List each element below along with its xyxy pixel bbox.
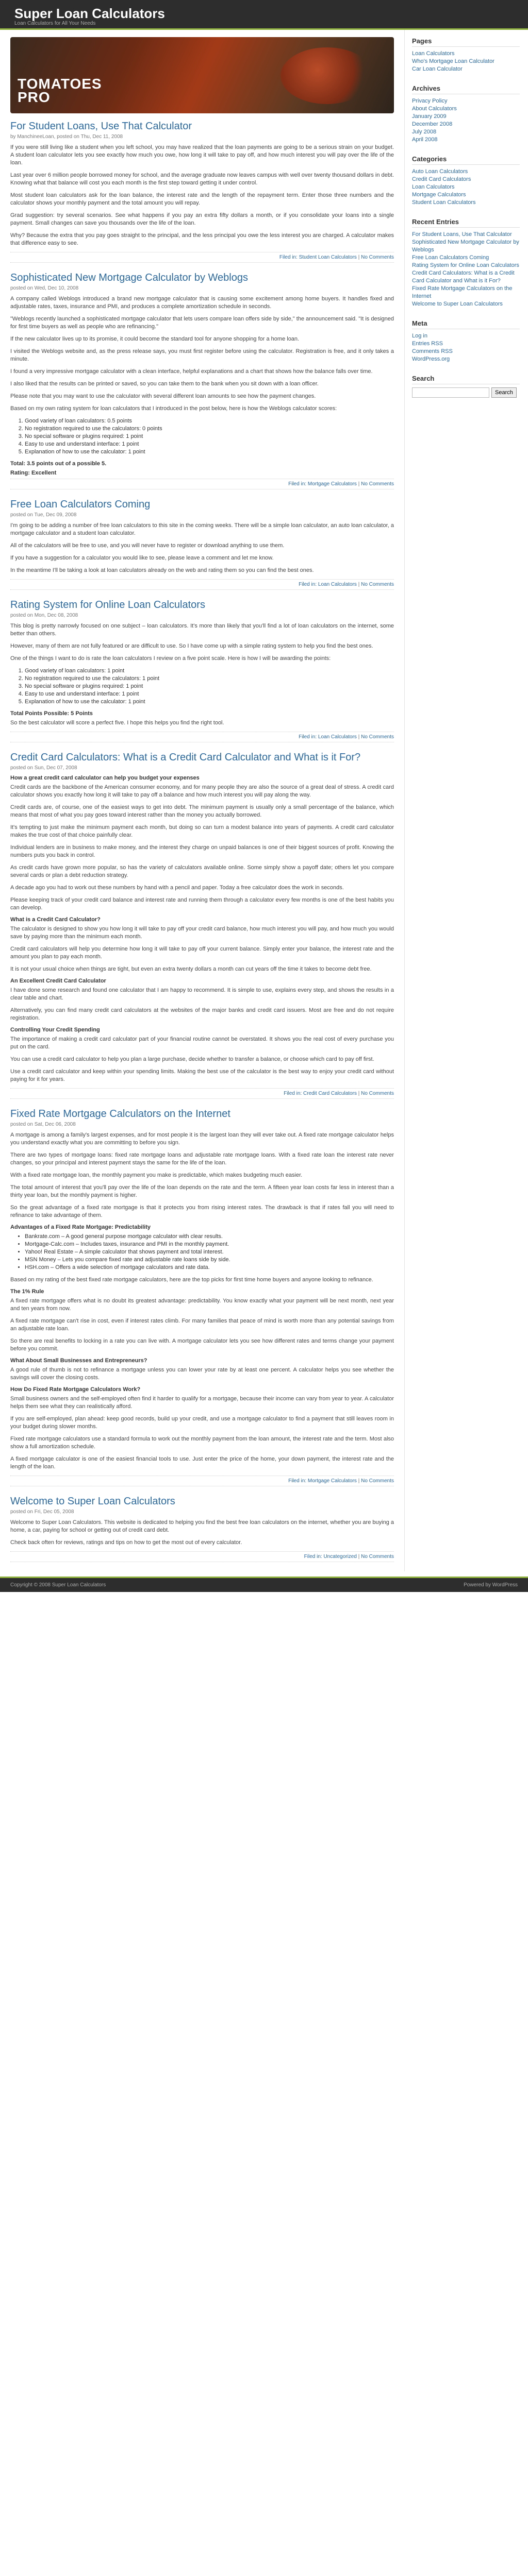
- post-category-link[interactable]: Filed in: Mortgage Calculators: [288, 481, 357, 487]
- sidebar: [404, 30, 528, 1571]
- post-category-link[interactable]: Filed in: Mortgage Calculators: [288, 1478, 357, 1484]
- sidebar-archives-list: [412, 97, 520, 144]
- post-paragraph: If you were still living like a student when you left school, you may have realized that the loan payments are going to be a serious strain on your budget. A student loan calculator lets you see exactly how much you owe, how long it will take to pay off, and how much interest you will pay over the life of the loan.: [10, 144, 394, 166]
- sidebar-recent-link[interactable]: Fixed Rate Mortgage Calculators on the Internet: [412, 285, 513, 299]
- post-subheading: What About Small Businesses and Entrepreneurs?: [10, 1358, 147, 1364]
- post-paragraph: All of the calculators will be free to use, and you will never have to register or download anything to use them.: [10, 543, 285, 549]
- post-list-item: • Bankrate.com – A good general purpose mortgage calculator with clear results.: [25, 1233, 394, 1241]
- post-paragraph: Credit card calculators will help you determine how long it will take to pay off your current balance. Simply enter your balance, the interest rate and the amount you plan to pay each month.: [10, 946, 394, 960]
- post-paragraph: I visited the Weblogs website and, as the press release says, you must first register before using the calculator. Registration is free, and it only takes a minute.: [10, 348, 394, 362]
- sidebar-archive-link[interactable]: Privacy Policy: [412, 98, 448, 104]
- hero-label: [18, 77, 102, 104]
- post: [10, 1496, 394, 1562]
- post-paragraph: Please keeping track of your credit card balance and interest rate and running them through a calculator every few months is one of the best habits you can develop.: [10, 897, 394, 911]
- sidebar-category-link[interactable]: Mortgage Calculators: [412, 192, 466, 198]
- post-meta: posted on Sat, Dec 06, 2008: [10, 1122, 76, 1127]
- sidebar-archive-link[interactable]: January 2009: [412, 113, 447, 120]
- post-title[interactable]: Credit Card Calculators: What is a Credit Card Calculator and What is it For?: [10, 752, 361, 763]
- post-subheading: Advantages of a Fixed Rate Mortgage: Predictability: [10, 1224, 151, 1230]
- post-subheading: What is a Credit Card Calculator?: [10, 917, 101, 923]
- post-paragraph: Credit cards are, of course, one of the easiest ways to get into debt. The minimum payment is usually only a small percentage of the balance, which means that most of what you pay goes toward interest rather than the money you actually borrowed.: [10, 804, 394, 818]
- post-title[interactable]: Rating System for Online Loan Calculators: [10, 599, 205, 611]
- post: [10, 1108, 394, 1486]
- post: [10, 499, 394, 590]
- post-paragraph: Alternatively, you can find many credit card calculators at the websites of the major banks and credit card issuers. Most are free and do not require registration.: [10, 1007, 394, 1021]
- post-comments-link[interactable]: No Comments: [361, 255, 394, 260]
- post-list-item: 3. No special software or plugins required: 1 point: [25, 433, 394, 440]
- post-list-item: 1. Good variety of loan calculators: 0.5 points: [25, 417, 394, 425]
- main-content: [0, 30, 404, 1571]
- post-footer: Filed in: Mortgage Calculators | No Comments: [10, 479, 394, 489]
- post-list-item: 2. No registration required to use the calculators: 0 points: [25, 425, 394, 433]
- post-paragraph: A fixed rate mortgage can't rise in cost, even if interest rates climb. For many families that peace of mind is worth more than any potential savings from an adjustable rate loan.: [10, 1318, 394, 1332]
- post-paragraph: Individual lenders are in business to make money, and the interest they charge on unpaid balances is one of their biggest sources of profit. Knowing the numbers puts you back in control.: [10, 844, 394, 858]
- sidebar-meta-link[interactable]: Comments RSS: [412, 348, 453, 354]
- hero-banner: [10, 37, 394, 113]
- post-rating: Rating: Excellent: [10, 470, 57, 476]
- sidebar-categories-list: [412, 168, 520, 207]
- post-list: [25, 1233, 394, 1272]
- post-paragraph: Grad suggestion: try several scenarios. See what happens if you pay an extra fifty dollars a month, or if you consolidate your loans into a single payment. Small changes can save you thousands over the life of the loan.: [10, 212, 394, 226]
- post-paragraph: So the best calculator will score a perfect five. I hope this helps you find the right tool.: [10, 720, 224, 726]
- post-paragraph: If you have a suggestion for a calculator you would like to see, please leave a comment and let me know.: [10, 555, 274, 561]
- sidebar-meta-link[interactable]: Entries RSS: [412, 341, 443, 347]
- sidebar-recent-link[interactable]: Rating System for Online Loan Calculators: [412, 262, 519, 268]
- post-total: Total: 3.5 points out of a possible 5.: [10, 461, 107, 467]
- post-paragraph: Most student loan calculators ask for the loan balance, the interest rate and the length of the repayment term. Enter those three numbers and the calculator shows your monthly payment and the total amount you will repay.: [10, 192, 394, 206]
- post-paragraph: The total amount of interest that you'll pay over the life of the loan depends on the rate and the term. A fifteen year loan costs far less in interest than a thirty year loan, but the monthly payment is higher.: [10, 1184, 394, 1198]
- post-paragraph: Last year over 6 million people borrowed money for school, and the average graduate now leaves campus with well over twenty thousand dollars in debt. Knowing what that balance will cost you each month is the first step toward getting it under control.: [10, 172, 394, 186]
- site-footer: [0, 1577, 528, 1592]
- sidebar-meta-list: [412, 332, 520, 363]
- post-comments-link[interactable]: No Comments: [361, 582, 394, 587]
- post-paragraph: If you are self-employed, plan ahead: keep good records, build up your credit, and use a mortgage calculator to find a payment that still leaves room in your budget during slower months.: [10, 1416, 394, 1430]
- post-paragraph: There are two types of mortgage loans: fixed rate mortgage loans and adjustable rate mortgage loans. With a fixed rate loan the interest rate never changes, so your principal and interest payment stays the same for the life of the loan.: [10, 1152, 394, 1166]
- post-list-item: 5. Explanation of how to use the calculator: 1 point: [25, 698, 394, 706]
- post-subheading: How a great credit card calculator can help you budget your expenses: [10, 775, 200, 781]
- post-paragraph: A fixed rate mortgage offers what is no doubt its greatest advantage: predictability. You know exactly what your payment will be next month, next year and ten years from now.: [10, 1298, 394, 1312]
- sidebar-categories: [412, 155, 520, 207]
- post-paragraph: As credit cards have grown more popular, so has the variety of calculators available online. Some simply show a payoff date; others let you compare several cards or plan a debt reduction strategy.: [10, 865, 394, 878]
- post-total: Total Points Possible: 5 Points: [10, 710, 93, 717]
- sidebar-archives: [412, 84, 520, 144]
- post-meta: posted on Tue, Dec 09, 2008: [10, 512, 77, 518]
- post-category-link[interactable]: Filed in: Loan Calculators: [299, 734, 357, 740]
- post-meta: by ManchineeLoan, posted on Thu, Dec 11, 2008: [10, 134, 123, 140]
- post: [10, 599, 394, 742]
- post-paragraph: Fixed rate mortgage calculators use a standard formula to work out the monthly payment from the loan amount, the interest rate and the term. Most also show a full amortization schedule.: [10, 1436, 394, 1450]
- site-tagline: Loan Calculators for All Your Needs: [14, 21, 96, 26]
- post-list-item: • MSN Money – Lets you compare fixed rate and adjustable rate loans side by side.: [25, 1256, 394, 1264]
- page: [0, 30, 528, 1571]
- post-category-link[interactable]: Filed in: Uncategorized: [304, 1554, 357, 1560]
- sidebar-category-link[interactable]: Auto Loan Calculators: [412, 168, 468, 175]
- sidebar-pages: [412, 37, 520, 73]
- post-paragraph: I found a very impressive mortgage calculator with a clean interface, helpful explanations and a chart that shows how the balance falls over time.: [10, 368, 373, 375]
- post-category-link[interactable]: Filed in: Loan Calculators: [299, 582, 357, 587]
- sidebar-meta-title: Meta: [412, 319, 520, 329]
- post-list-item: 5. Explanation of how to use the calculator: 1 point: [25, 448, 394, 456]
- post-title[interactable]: Welcome to Super Loan Calculators: [10, 1496, 175, 1507]
- post-paragraph: A mortgage is among a family's largest expenses, and for most people it is the largest loan they will ever take out. A fixed rate mortgage calculator helps you understand exactly what you are committing to before you sign.: [10, 1132, 394, 1146]
- post-meta: posted on Fri, Dec 05, 2008: [10, 1509, 74, 1515]
- sidebar-recent-list: [412, 231, 520, 308]
- post-comments-link[interactable]: No Comments: [361, 1478, 394, 1484]
- sidebar-archives-title: Archives: [412, 84, 520, 94]
- post-paragraph: The calculator is designed to show you how long it will take to pay off your credit card balance, how much interest you will pay, and how much you would save by paying more than the minimum each month.: [10, 926, 394, 940]
- post-paragraph: It's tempting to just make the minimum payment each month, but doing so can turn a modest balance into years of payments. A credit card calculator makes the true cost of that choice painfully clear.: [10, 824, 394, 838]
- sidebar-recent-link[interactable]: Credit Card Calculators: What is a Credit Card Calculator and What is it For?: [412, 270, 515, 284]
- sidebar-meta-link[interactable]: WordPress.org: [412, 356, 450, 362]
- sidebar-page-link[interactable]: Who's Mortgage Loan Calculator: [412, 58, 494, 64]
- search-input[interactable]: [412, 387, 489, 398]
- post-list-item: 2. No registration required to use the calculators: 1 point: [25, 675, 394, 683]
- post-paragraph: However, many of them are not fully featured or are difficult to use. So I have come up with a simple rating system to help you find the best ones.: [10, 643, 373, 649]
- post-subheading: An Excellent Credit Card Calculator: [10, 978, 106, 984]
- sidebar-archive-link[interactable]: December 2008: [412, 121, 453, 127]
- sidebar-recent-title: Recent Entries: [412, 218, 520, 228]
- sidebar-pages-list: [412, 50, 520, 73]
- sidebar-page-link[interactable]: Loan Calculators: [412, 50, 455, 57]
- post-subheading: The 1% Rule: [10, 1289, 44, 1295]
- sidebar-search: [412, 375, 520, 398]
- post-paragraph: With a fixed rate mortgage loan, the monthly payment you make is predictable, which makes budgeting much easier.: [10, 1172, 303, 1178]
- post-category-link[interactable]: Filed in: Credit Card Calculators: [284, 1091, 357, 1096]
- post-comments-link[interactable]: No Comments: [361, 734, 394, 740]
- footer-powered: Powered by WordPress: [464, 1582, 518, 1588]
- hero-line-1: TOMATOES: [18, 76, 102, 92]
- post-meta: posted on Mon, Dec 08, 2008: [10, 613, 78, 618]
- post-paragraph: Small business owners and the self-employed often find it harder to qualify for a mortgage, because their income can vary from year to year. A calculator helps them see what they can realistically afford.: [10, 1396, 394, 1410]
- post-category-link[interactable]: Filed in: Student Loan Calculators: [279, 255, 357, 260]
- post-paragraph: This blog is pretty narrowly focused on one subject – loan calculators. It's more than likely that you'll find a lot of loan calculators on the internet, some better than others.: [10, 623, 394, 637]
- post-paragraph: A decade ago you had to work out these numbers by hand with a pencil and paper. Today a free calculator does the work in seconds.: [10, 885, 344, 891]
- posts-list: [10, 121, 394, 1562]
- post: [10, 272, 394, 489]
- sidebar-recent: [412, 218, 520, 308]
- post-list-item: • Mortgage-Calc.com – Includes taxes, insurance and PMI in the monthly payment.: [25, 1241, 394, 1248]
- post-paragraph: It is not your usual choice when things are tight, but even an extra twenty dollars a month can cut years off the time it takes to become debt free.: [10, 966, 372, 972]
- post-subheading: Controlling Your Credit Spending: [10, 1027, 100, 1033]
- post-list-item: 4. Easy to use and understand interface: 1 point: [25, 440, 394, 448]
- post-list: [25, 667, 394, 706]
- post-footer: Filed in: Uncategorized | No Comments: [10, 1551, 394, 1562]
- post-list-item: 1. Good variety of loan calculators: 1 point: [25, 667, 394, 675]
- sidebar-page-link[interactable]: Car Loan Calculator: [412, 66, 463, 72]
- post-paragraph: Welcome to Super Loan Calculators. This website is dedicated to helping you find the best free loan calculators on the internet, whether you are buying a home, a car, paying for school or getting out of credit card debt.: [10, 1519, 394, 1533]
- search-form: [412, 387, 520, 398]
- post-paragraph: So there are real benefits to locking in a rate you can live with. A mortgage calculator lets you see how different rates and terms change your payment before you commit.: [10, 1338, 394, 1352]
- sidebar-recent-link[interactable]: For Student Loans, Use That Calculator: [412, 231, 512, 238]
- site-header: [0, 0, 528, 30]
- post-title[interactable]: Sophisticated New Mortgage Calculator by Weblogs: [10, 272, 248, 283]
- post-footer: Filed in: Mortgage Calculators | No Comments: [10, 1476, 394, 1486]
- post-paragraph: "Weblogs recently launched a sophisticated mortgage calculator that lets users compare loan offers side by side," the announcement said. "It is designed for first time buyers as well as people who are refinancing.": [10, 316, 394, 330]
- sidebar-pages-title: Pages: [412, 37, 520, 47]
- sidebar-recent-link[interactable]: Sophisticated New Mortgage Calculator by Weblogs: [412, 239, 519, 253]
- sidebar-archive-link[interactable]: July 2008: [412, 129, 437, 135]
- search-button[interactable]: Search: [491, 387, 517, 398]
- post-meta: posted on Sun, Dec 07, 2008: [10, 765, 77, 771]
- post-meta: posted on Wed, Dec 10, 2008: [10, 285, 79, 291]
- post-footer: Filed in: Credit Card Calculators | No Comments: [10, 1088, 394, 1099]
- post-paragraph: In the meantime I'll be taking a look at loan calculators already on the web and rating them so you can find the best ones.: [10, 567, 314, 573]
- sidebar-category-link[interactable]: Student Loan Calculators: [412, 199, 476, 206]
- post-paragraph: The importance of making a credit card calculator part of your financial routine cannot be overstated. It shows you the real cost of every purchase you put on the card.: [10, 1036, 394, 1050]
- post-paragraph: I also liked that the results can be printed or saved, so you can take them to the bank when you sit down with a loan officer.: [10, 381, 319, 387]
- sidebar-meta: [412, 319, 520, 363]
- post-footer: Filed in: Student Loan Calculators | No Comments: [10, 252, 394, 263]
- post-paragraph: Why? Because the extra that you pay goes straight to the principal, and the less principal you owe the less interest you are charged. A calculator makes that difference easy to see.: [10, 232, 394, 246]
- post-paragraph: Credit cards are the backbone of the American consumer economy, and for many people they are also the source of a great deal of stress. A credit card calculator shows you exactly how long it will take to pay off a balance and how much interest you will pay along the way.: [10, 784, 394, 798]
- post-paragraph: Use a credit card calculator and keep within your spending limits. Making the best use of the calculator is the best way to enjoy your credit card without paying for it for years.: [10, 1069, 394, 1082]
- sidebar-recent-link[interactable]: Welcome to Super Loan Calculators: [412, 301, 503, 307]
- post-comments-link[interactable]: No Comments: [361, 1554, 394, 1560]
- post-paragraph: A company called Weblogs introduced a brand new mortgage calculator that is causing some excitement among home buyers. It handles fixed and adjustable rates, taxes, insurance and PMI, and produces a complete amortization schedule in seconds.: [10, 296, 394, 310]
- sidebar-archive-link[interactable]: April 2008: [412, 137, 438, 143]
- sidebar-meta-link[interactable]: Log in: [412, 333, 427, 339]
- post-list-item: • Yahoo! Real Estate – A simple calculator that shows payment and total interest.: [25, 1248, 394, 1256]
- post-paragraph: One of the things I want to do is rate the loan calculators I review on a five point scale. Here is how I will be awarding the points:: [10, 655, 331, 662]
- hero-line-2: PRO: [18, 89, 51, 105]
- post-title[interactable]: For Student Loans, Use That Calculator: [10, 121, 192, 132]
- sidebar-recent-link[interactable]: Free Loan Calculators Coming: [412, 255, 489, 261]
- post-paragraph: Based on my own rating system for loan calculators that I introduced in the post below, here is how the Weblogs calculator scores:: [10, 405, 337, 412]
- post-paragraph: I have done some research and found one calculator that I am happy to recommend. It is simple to use, explains every step, and shows the results in a clear table and chart.: [10, 987, 394, 1001]
- footer-copyright: Copyright © 2008 Super Loan Calculators: [10, 1582, 106, 1588]
- post-title[interactable]: Fixed Rate Mortgage Calculators on the Internet: [10, 1108, 230, 1120]
- post-paragraph: Please note that you may want to use the calculator with several different loan amounts to see how the payment changes.: [10, 393, 316, 399]
- post-comments-link[interactable]: No Comments: [361, 481, 394, 487]
- post-list: [25, 417, 394, 456]
- post-paragraph: Based on my rating of the best fixed rate mortgage calculators, here are the top picks for first time home buyers and anyone looking to refinance.: [10, 1277, 373, 1283]
- post-paragraph: You can use a credit card calculator to help you plan a large purchase, decide whether to transfer a balance, or choose which card to pay off first.: [10, 1056, 374, 1062]
- sidebar-categories-title: Categories: [412, 155, 520, 165]
- post: [10, 752, 394, 1099]
- post-paragraph: Check back often for reviews, ratings and tips on how to get the most out of every calculator.: [10, 1539, 242, 1546]
- post: [10, 121, 394, 263]
- post-paragraph: So the great advantage of a fixed rate mortgage is that it protects you from rising interest rates. The drawback is that if rates fall you will need to refinance to take advantage of them.: [10, 1205, 394, 1218]
- sidebar-category-link[interactable]: Credit Card Calculators: [412, 176, 471, 182]
- post-paragraph: A good rule of thumb is not to refinance a mortgage unless you can lower your rate by at least one percent. A calculator helps you see whether the savings will cover the closing costs.: [10, 1367, 394, 1381]
- post-footer: Filed in: Loan Calculators | No Comments: [10, 732, 394, 742]
- post-comments-link[interactable]: No Comments: [361, 1091, 394, 1096]
- sidebar-search-title: Search: [412, 375, 520, 384]
- post-list-item: 4. Easy to use and understand interface: 1 point: [25, 690, 394, 698]
- post-paragraph: If the new calculator lives up to its promise, it could become the standard tool for anyone shopping for a home loan.: [10, 336, 300, 342]
- post-list-item: 3. No special software or plugins required: 1 point: [25, 683, 394, 690]
- sidebar-category-link[interactable]: Loan Calculators: [412, 184, 455, 190]
- post-title[interactable]: Free Loan Calculators Coming: [10, 499, 151, 510]
- post-subheading: How Do Fixed Rate Mortgage Calculators Work?: [10, 1386, 141, 1393]
- sidebar-archive-link[interactable]: About Calculators: [412, 106, 457, 112]
- post-list-item: • HSH.com – Offers a wide selection of mortgage calculators and rate data.: [25, 1264, 394, 1272]
- post-paragraph: I'm going to be adding a number of free loan calculators to this site in the coming weeks. There will be a simple loan calculator, an auto loan calculator, a mortgage calculator and a student loan calculator.: [10, 522, 394, 536]
- post-footer: Filed in: Loan Calculators | No Comments: [10, 579, 394, 590]
- post-paragraph: A fixed mortgage calculator is one of the easiest financial tools to use. Just enter the price of the home, your down payment, the interest rate and the length of the loan.: [10, 1456, 394, 1470]
- site-title[interactable]: Super Loan Calculators: [14, 6, 165, 21]
